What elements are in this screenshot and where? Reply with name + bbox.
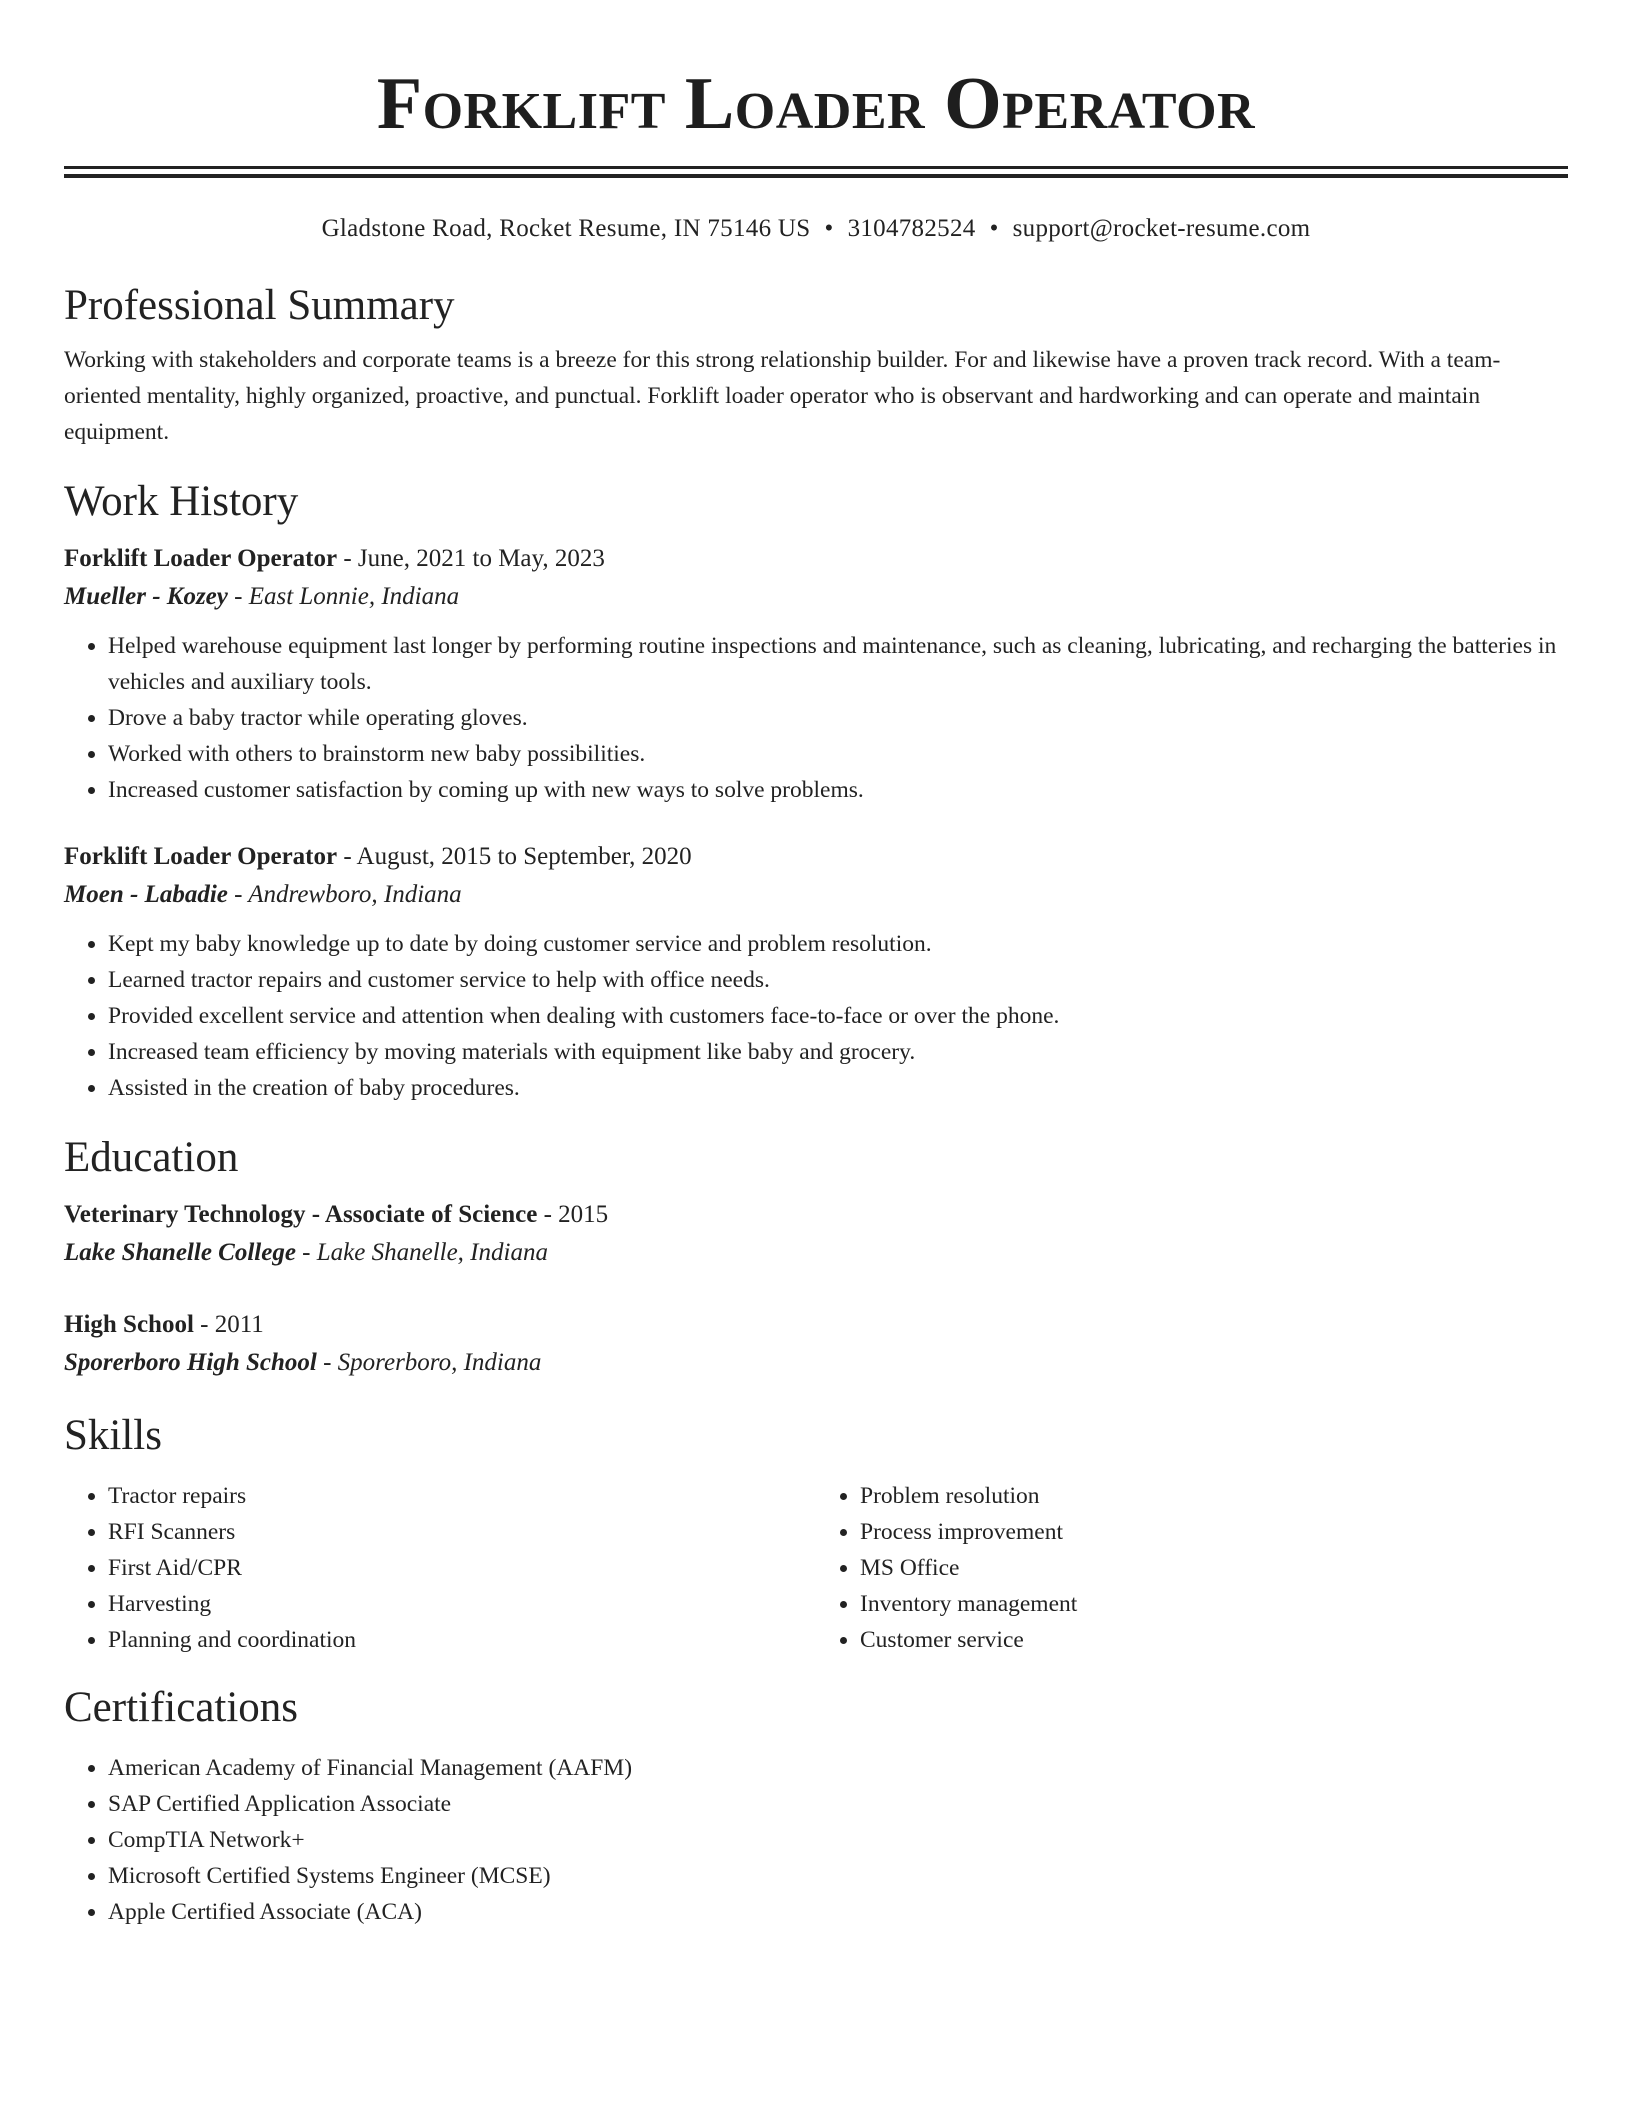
contact-separator: •: [989, 215, 999, 242]
list-item: • Kept my baby knowledge up to date by doing customer service and problem resolution.: [108, 926, 1568, 962]
job-dates: - August, 2015 to September, 2020: [337, 843, 692, 870]
summary-section: [64, 280, 1568, 450]
list-item: • Provided excellent service and attention when dealing with customers face-to-face or over the phone.: [108, 998, 1568, 1034]
list-item: • Increased team efficiency by moving materials with equipment like baby and grocery.: [108, 1034, 1568, 1070]
education-section: [64, 1132, 1568, 1382]
list-item: • CompTIA Network+: [108, 1822, 1568, 1858]
education-location: - Lake Shanelle, Indiana: [295, 1239, 548, 1266]
summary-heading: Professional Summary: [64, 282, 455, 329]
job-company: Mueller - Kozey: [64, 583, 228, 610]
list-item: • MS Office: [860, 1550, 1568, 1586]
education-degree: High School: [64, 1311, 194, 1338]
header-rule-bottom: [64, 174, 1568, 178]
job-company-line: [64, 876, 1568, 914]
list-item: • Assisted in the creation of baby procedures.: [108, 1070, 1568, 1106]
education-school-line: [64, 1344, 1568, 1382]
list-item: • Microsoft Certified Systems Engineer (MCSE): [108, 1858, 1568, 1894]
job-dates: - June, 2021 to May, 2023: [337, 545, 605, 572]
education-degree: Veterinary Technology - Associate of Science: [64, 1201, 538, 1228]
job-title: Forklift Loader Operator: [64, 843, 338, 870]
job-entry: [64, 540, 1568, 808]
contact-address: Gladstone Road, Rocket Resume, IN 75146 US: [321, 215, 811, 242]
job-title-line: [64, 838, 1568, 876]
job-location: - East Lonnie, Indiana: [227, 583, 460, 610]
resume-page: [64, 0, 1568, 1930]
contact-email: support@rocket-resume.com: [1012, 215, 1311, 242]
job-location: - Andrewboro, Indiana: [227, 881, 462, 908]
education-degree-line: [64, 1306, 1568, 1344]
education-year: - 2011: [193, 1311, 264, 1338]
job-title: Forklift Loader Operator: [64, 545, 338, 572]
list-item: • Process improvement: [860, 1514, 1568, 1550]
job-bullets: [64, 628, 1568, 808]
education-school-line: [64, 1234, 1568, 1272]
list-item: • RFI Scanners: [108, 1514, 816, 1550]
job-company: Moen - Labadie: [64, 881, 228, 908]
education-location: - Sporerboro, Indiana: [316, 1349, 542, 1376]
skills-list-left: [64, 1478, 816, 1658]
education-heading: Education: [64, 1134, 239, 1181]
education-degree-line: [64, 1196, 1568, 1234]
contact-line: [64, 212, 1568, 246]
contact-phone: 3104782524: [847, 215, 976, 242]
list-item: • Helped warehouse equipment last longer by performing routine inspections and maintenance, such as cleaning, lubricating, and recharging the batteries in vehicles and auxiliary tools.: [108, 628, 1568, 700]
certifications-section: [64, 1682, 1568, 1930]
job-bullets: [64, 926, 1568, 1106]
job-company-line: [64, 578, 1568, 616]
header-rule-top: [64, 166, 1568, 169]
education-school: Lake Shanelle College: [64, 1239, 296, 1266]
contact-separator: •: [824, 215, 834, 242]
certifications-heading: Certifications: [64, 1684, 299, 1731]
job-entry: [64, 838, 1568, 1106]
list-item: • Customer service: [860, 1622, 1568, 1658]
education-entry: [64, 1196, 1568, 1272]
education-entry: [64, 1306, 1568, 1382]
work-history-heading: Work History: [64, 478, 299, 525]
list-item: • Apple Certified Associate (ACA): [108, 1894, 1568, 1930]
resume-name: Forklift Loader Operator: [376, 63, 1256, 145]
work-history-section: [64, 476, 1568, 1106]
education-school: Sporerboro High School: [64, 1349, 317, 1376]
list-item: • Increased customer satisfaction by coming up with new ways to solve problems.: [108, 772, 1568, 808]
list-item: • Drove a baby tractor while operating gloves.: [108, 700, 1568, 736]
list-item: • Learned tractor repairs and customer service to help with office needs.: [108, 962, 1568, 998]
list-item: • Problem resolution: [860, 1478, 1568, 1514]
list-item: • SAP Certified Application Associate: [108, 1786, 1568, 1822]
list-item: • Harvesting: [108, 1586, 816, 1622]
summary-text: Working with stakeholders and corporate teams is a breeze for this strong relationship builder. For and likewise have a proven track record. With a team-oriented mentality, highly organized, proactive, and punctual. Forklift loader operator who is observant and hardworking and can operate and maintain equipment.: [64, 347, 1501, 445]
list-item: • Tractor repairs: [108, 1478, 816, 1514]
skills-heading: Skills: [64, 1412, 162, 1459]
education-year: - 2015: [537, 1201, 609, 1228]
list-item: • American Academy of Financial Management (AAFM): [108, 1750, 1568, 1786]
certifications-list: [64, 1750, 1568, 1930]
list-item: • Inventory management: [860, 1586, 1568, 1622]
skills-columns: [64, 1478, 1568, 1658]
skills-list-right: [816, 1478, 1568, 1658]
skills-section: [64, 1410, 1568, 1658]
list-item: • Planning and coordination: [108, 1622, 816, 1658]
job-title-line: [64, 540, 1568, 578]
list-item: • Worked with others to brainstorm new baby possibilities.: [108, 736, 1568, 772]
list-item: • First Aid/CPR: [108, 1550, 816, 1586]
